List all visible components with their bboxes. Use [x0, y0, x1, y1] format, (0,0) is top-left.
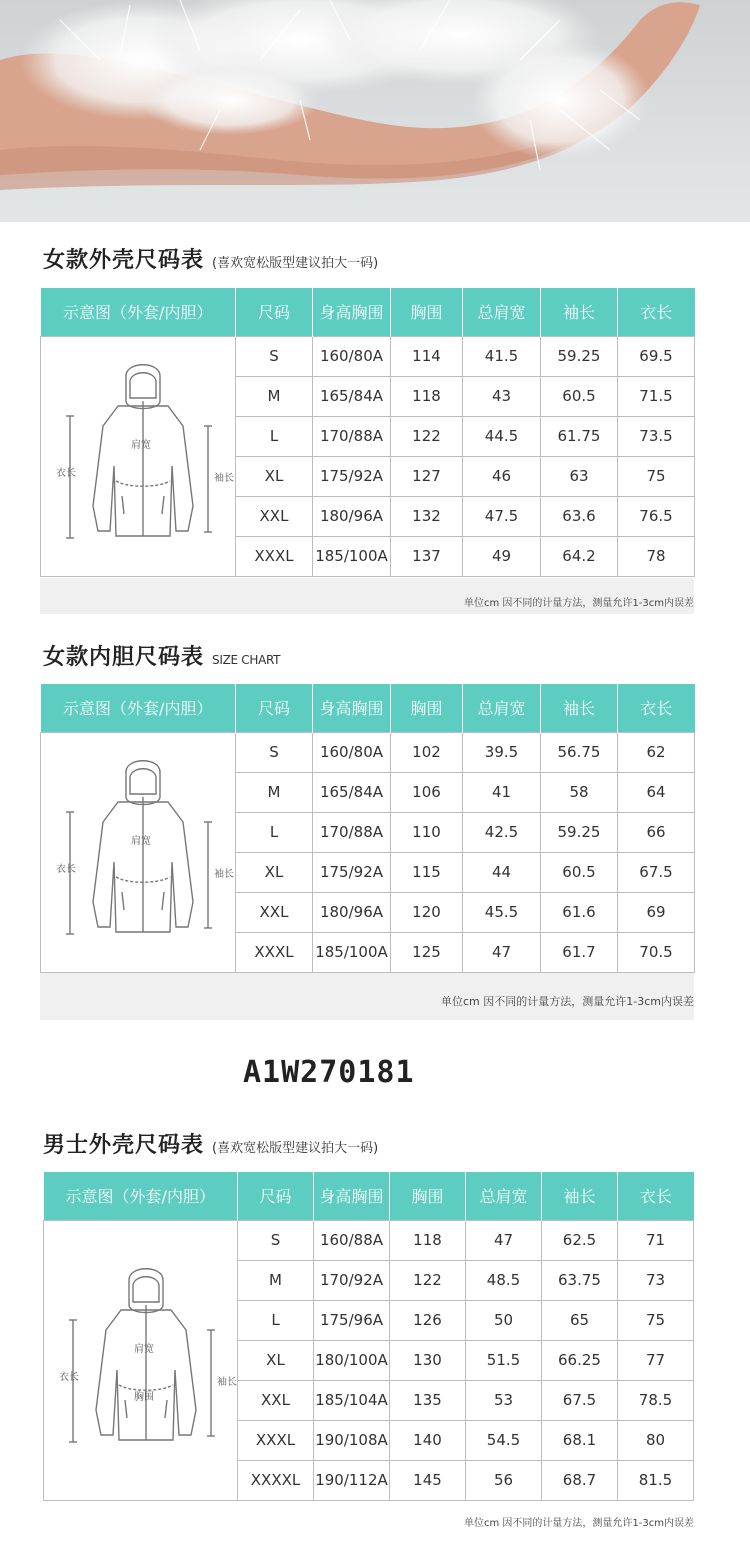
cell-size: S — [238, 1220, 314, 1260]
cell-height-chest: 190/108A — [314, 1420, 390, 1460]
header-size: 尺码 — [236, 684, 313, 732]
sleeve-label: 袖长 — [216, 1377, 237, 1388]
header-diagram: 示意图（外套/内胆） — [44, 1172, 238, 1220]
jacket-diagram — [48, 752, 234, 952]
cell-height-chest: 185/100A — [313, 536, 391, 576]
header-chest: 胸围 — [390, 1172, 466, 1220]
cell-chest: 140 — [390, 1420, 466, 1460]
cell-length: 66 — [618, 812, 695, 852]
cell-shoulder: 41.5 — [463, 336, 541, 376]
cell-length: 76.5 — [618, 496, 695, 536]
header-size: 尺码 — [236, 288, 313, 336]
cell-size: S — [236, 336, 313, 376]
cell-length: 75 — [618, 456, 695, 496]
cell-chest: 110 — [391, 812, 463, 852]
header-shoulder: 总肩宽 — [466, 1172, 542, 1220]
cell-sleeve: 60.5 — [541, 376, 618, 416]
cell-size: XL — [236, 852, 313, 892]
header-height-chest: 身高胸围 — [313, 288, 391, 336]
cell-length: 78 — [618, 536, 695, 576]
cell-chest: 130 — [390, 1340, 466, 1380]
cell-length: 62 — [618, 732, 695, 772]
cell-length: 71.5 — [618, 376, 695, 416]
cell-height-chest: 185/104A — [314, 1380, 390, 1420]
cell-size: XL — [236, 456, 313, 496]
cell-height-chest: 160/80A — [313, 732, 391, 772]
table-title-row — [43, 640, 280, 671]
cell-chest: 132 — [391, 496, 463, 536]
cell-length: 73 — [618, 1260, 694, 1300]
cell-sleeve: 68.1 — [542, 1420, 618, 1460]
cell-size: L — [236, 812, 313, 852]
cell-chest: 115 — [391, 852, 463, 892]
diagram-cell — [41, 732, 236, 972]
cell-shoulder: 41 — [463, 772, 541, 812]
cell-size: M — [238, 1260, 314, 1300]
measurement-note: 单位cm 因不同的计量方法，测量允许1-3cm内误差 — [464, 1518, 694, 1529]
diagram-cell — [41, 336, 236, 576]
cell-sleeve: 63.75 — [542, 1260, 618, 1300]
header-length: 衣长 — [618, 1172, 694, 1220]
cell-size: L — [238, 1300, 314, 1340]
length-label: 衣长 — [56, 864, 76, 875]
header-height-chest: 身高胸围 — [313, 684, 391, 732]
table-title: 女款内胆尺码表 — [43, 645, 205, 670]
header-length: 衣长 — [618, 684, 695, 732]
product-code: A1W270181 — [243, 1055, 415, 1090]
cell-shoulder: 47.5 — [463, 496, 541, 536]
size-table-women-shell — [40, 288, 695, 577]
cell-chest: 122 — [391, 416, 463, 456]
header-shoulder: 总肩宽 — [463, 288, 541, 336]
cell-height-chest: 165/84A — [313, 772, 391, 812]
cell-shoulder: 56 — [466, 1460, 542, 1500]
cell-height-chest: 160/88A — [314, 1220, 390, 1260]
size-table-men-shell — [43, 1172, 694, 1501]
cell-length: 70.5 — [618, 932, 695, 972]
cell-length: 69 — [618, 892, 695, 932]
cell-sleeve: 59.25 — [541, 812, 618, 852]
cell-sleeve: 59.25 — [541, 336, 618, 376]
measurement-note: 单位cm 因不同的计量方法，测量允许1-3cm内误差 — [464, 598, 694, 609]
cell-shoulder: 46 — [463, 456, 541, 496]
cell-size: XL — [238, 1340, 314, 1380]
cell-height-chest: 170/88A — [313, 812, 391, 852]
cell-shoulder: 53 — [466, 1380, 542, 1420]
cell-shoulder: 51.5 — [466, 1340, 542, 1380]
cell-height-chest: 170/88A — [313, 416, 391, 456]
cell-shoulder: 45.5 — [463, 892, 541, 932]
header-size: 尺码 — [238, 1172, 314, 1220]
cell-length: 69.5 — [618, 336, 695, 376]
header-sleeve: 袖长 — [541, 288, 618, 336]
cell-sleeve: 64.2 — [541, 536, 618, 576]
cell-chest: 114 — [391, 336, 463, 376]
cell-shoulder: 39.5 — [463, 732, 541, 772]
diagram-cell — [44, 1220, 238, 1500]
length-label: 衣长 — [58, 1372, 79, 1383]
cell-size: XXL — [236, 892, 313, 932]
cell-size: M — [236, 376, 313, 416]
cell-sleeve: 58 — [541, 772, 618, 812]
sleeve-label: 袖长 — [214, 473, 234, 484]
cell-chest: 120 — [391, 892, 463, 932]
cell-size: L — [236, 416, 313, 456]
cell-height-chest: 165/84A — [313, 376, 391, 416]
header-length: 衣长 — [618, 288, 695, 336]
cell-height-chest: 175/92A — [313, 456, 391, 496]
cell-shoulder: 48.5 — [466, 1260, 542, 1300]
cell-shoulder: 44 — [463, 852, 541, 892]
shoulder-label: 肩宽 — [131, 440, 151, 451]
cell-sleeve: 66.25 — [542, 1340, 618, 1380]
cell-sleeve: 67.5 — [542, 1380, 618, 1420]
sleeve-label: 袖长 — [214, 869, 234, 880]
cell-chest: 127 — [391, 456, 463, 496]
cell-chest: 106 — [391, 772, 463, 812]
header-shoulder: 总肩宽 — [463, 684, 541, 732]
cell-shoulder: 47 — [463, 932, 541, 972]
cell-chest: 102 — [391, 732, 463, 772]
size-table-women-liner — [40, 684, 695, 973]
cell-height-chest: 180/96A — [313, 892, 391, 932]
cell-sleeve: 68.7 — [542, 1460, 618, 1500]
cell-height-chest: 175/92A — [313, 852, 391, 892]
cell-size: XXXL — [238, 1420, 314, 1460]
header-chest: 胸围 — [391, 288, 463, 336]
header-sleeve: 袖长 — [541, 684, 618, 732]
cell-length: 75 — [618, 1300, 694, 1340]
cell-size: S — [236, 732, 313, 772]
table-subtitle: (喜欢宽松版型建议拍大一码) — [212, 1141, 379, 1156]
cell-length: 67.5 — [618, 852, 695, 892]
cell-length: 73.5 — [618, 416, 695, 456]
cell-chest: 145 — [390, 1460, 466, 1500]
cell-sleeve: 63.6 — [541, 496, 618, 536]
cell-shoulder: 43 — [463, 376, 541, 416]
cell-length: 77 — [618, 1340, 694, 1380]
cell-length: 78.5 — [618, 1380, 694, 1420]
cell-chest: 122 — [390, 1260, 466, 1300]
cell-sleeve: 60.5 — [541, 852, 618, 892]
header-diagram: 示意图（外套/内胆） — [41, 288, 236, 336]
cell-chest: 125 — [391, 932, 463, 972]
hand-feathers-illustration — [0, 0, 750, 222]
cell-chest: 137 — [391, 536, 463, 576]
cell-sleeve: 61.75 — [541, 416, 618, 456]
table-title-row — [43, 1128, 378, 1159]
cell-length: 80 — [618, 1420, 694, 1460]
shoulder-label: 肩宽 — [133, 1344, 154, 1355]
cell-shoulder: 42.5 — [463, 812, 541, 852]
cell-chest: 118 — [390, 1220, 466, 1260]
cell-size: XXXL — [236, 536, 313, 576]
cell-sleeve: 63 — [541, 456, 618, 496]
chest-label: 胸围 — [133, 1392, 154, 1403]
cell-sleeve: 61.6 — [541, 892, 618, 932]
cell-height-chest: 190/112A — [314, 1460, 390, 1500]
cell-length: 81.5 — [618, 1460, 694, 1500]
cell-shoulder: 44.5 — [463, 416, 541, 456]
cell-shoulder: 49 — [463, 536, 541, 576]
jacket-diagram — [48, 356, 234, 556]
cell-shoulder: 50 — [466, 1300, 542, 1340]
jacket-diagram — [51, 1260, 237, 1460]
table-title: 女款外壳尺码表 — [43, 248, 205, 273]
table-subtitle: (喜欢宽松版型建议拍大一码) — [212, 256, 379, 271]
cell-length: 64 — [618, 772, 695, 812]
header-height-chest: 身高胸围 — [314, 1172, 390, 1220]
length-label: 衣长 — [56, 468, 76, 479]
cell-size: XXXXL — [238, 1460, 314, 1500]
header-sleeve: 袖长 — [542, 1172, 618, 1220]
hero-image — [0, 0, 750, 222]
cell-size: XXL — [238, 1380, 314, 1420]
cell-chest: 135 — [390, 1380, 466, 1420]
header-diagram: 示意图（外套/内胆） — [41, 684, 236, 732]
table-title-row — [43, 243, 378, 274]
cell-length: 71 — [618, 1220, 694, 1260]
cell-sleeve: 56.75 — [541, 732, 618, 772]
table-title: 男士外壳尺码表 — [43, 1133, 205, 1158]
cell-sleeve: 62.5 — [542, 1220, 618, 1260]
cell-sleeve: 61.7 — [541, 932, 618, 972]
cell-shoulder: 54.5 — [466, 1420, 542, 1460]
cell-chest: 118 — [391, 376, 463, 416]
cell-height-chest: 180/100A — [314, 1340, 390, 1380]
table-subtitle: SIZE CHART — [212, 653, 281, 667]
cell-height-chest: 160/80A — [313, 336, 391, 376]
cell-height-chest: 175/96A — [314, 1300, 390, 1340]
cell-height-chest: 180/96A — [313, 496, 391, 536]
cell-size: XXL — [236, 496, 313, 536]
shoulder-label: 肩宽 — [131, 836, 151, 847]
measurement-note: 单位cm 因不同的计量方法，测量允许1-3cm内误差 — [441, 995, 694, 1008]
cell-sleeve: 65 — [542, 1300, 618, 1340]
cell-size: M — [236, 772, 313, 812]
cell-height-chest: 185/100A — [313, 932, 391, 972]
cell-size: XXXL — [236, 932, 313, 972]
cell-shoulder: 47 — [466, 1220, 542, 1260]
header-chest: 胸围 — [391, 684, 463, 732]
cell-chest: 126 — [390, 1300, 466, 1340]
cell-height-chest: 170/92A — [314, 1260, 390, 1300]
